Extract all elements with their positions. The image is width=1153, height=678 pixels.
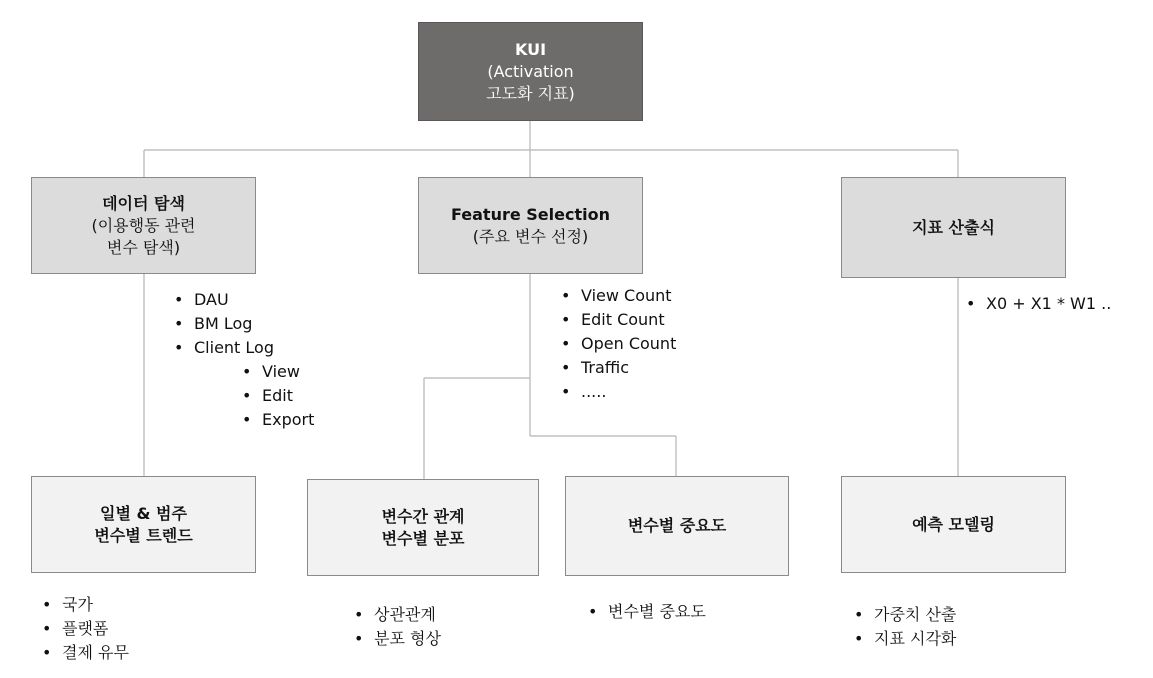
list-item: • 플랫폼 xyxy=(38,617,129,641)
node-predict-model xyxy=(841,476,1066,573)
node-feature-selection-title: Feature Selection xyxy=(451,204,610,224)
list-data-sources xyxy=(170,288,314,432)
node-daily-trend-line2: 변수별 트렌드 xyxy=(94,525,193,545)
list-item: • DAU xyxy=(170,288,314,312)
node-var-relation-line1: 변수간 관계 xyxy=(381,506,465,526)
root-subtitle-line1: (Activation xyxy=(487,61,574,81)
node-feature-selection-line2: (주요 변수 선정) xyxy=(472,226,589,246)
list-features xyxy=(557,284,676,404)
list-item: • View Count xyxy=(557,284,676,308)
list-model-items xyxy=(850,603,956,651)
node-data-explore-line2: (이용행동 관련 xyxy=(91,215,196,235)
list-item: • 가중치 산출 xyxy=(850,603,956,627)
list-item-sub: • View xyxy=(238,360,314,384)
node-metric-formula-title: 지표 산출식 xyxy=(912,217,995,237)
list-trend-items xyxy=(38,593,129,665)
list-item-sub: • Edit xyxy=(238,384,314,408)
list-item: • 상관관계 xyxy=(350,603,441,627)
node-predict-model-line1: 예측 모델링 xyxy=(912,514,995,534)
list-item: • ..... xyxy=(557,380,676,404)
list-importance-items xyxy=(584,600,706,624)
node-var-relation xyxy=(307,479,539,576)
list-item: • 국가 xyxy=(38,593,129,617)
list-item: • 분포 형상 xyxy=(350,627,441,651)
node-data-explore xyxy=(31,177,256,274)
list-item: • Traffic xyxy=(557,356,676,380)
root-subtitle-line2: 고도화 지표) xyxy=(486,83,575,103)
list-item: • Open Count xyxy=(557,332,676,356)
node-data-explore-line3: 변수 탐색) xyxy=(106,237,181,257)
root-node-kui xyxy=(418,22,643,121)
node-var-relation-line2: 변수별 분포 xyxy=(381,528,465,548)
node-daily-trend-line1: 일별 & 범주 xyxy=(100,503,187,523)
root-title: KUI xyxy=(514,39,547,59)
list-item: • 변수별 중요도 xyxy=(584,600,706,624)
node-var-importance-line1: 변수별 중요도 xyxy=(627,516,727,535)
list-item: • 지표 시각화 xyxy=(850,627,956,651)
list-item: • BM Log xyxy=(170,312,314,336)
node-var-importance xyxy=(565,476,789,576)
list-item: • 결제 유무 xyxy=(38,641,129,665)
list-formula xyxy=(962,292,1111,316)
node-metric-formula xyxy=(841,177,1066,278)
list-item: • X0 + X1 * W1 .. xyxy=(962,292,1111,316)
node-data-explore-title: 데이터 탐색 xyxy=(102,193,185,213)
list-item: • Edit Count xyxy=(557,308,676,332)
list-item-sub: • Export xyxy=(238,408,314,432)
list-relation-items xyxy=(350,603,441,651)
list-item: • Client Log xyxy=(170,336,314,360)
node-daily-trend xyxy=(31,476,256,573)
node-feature-selection xyxy=(418,177,643,274)
